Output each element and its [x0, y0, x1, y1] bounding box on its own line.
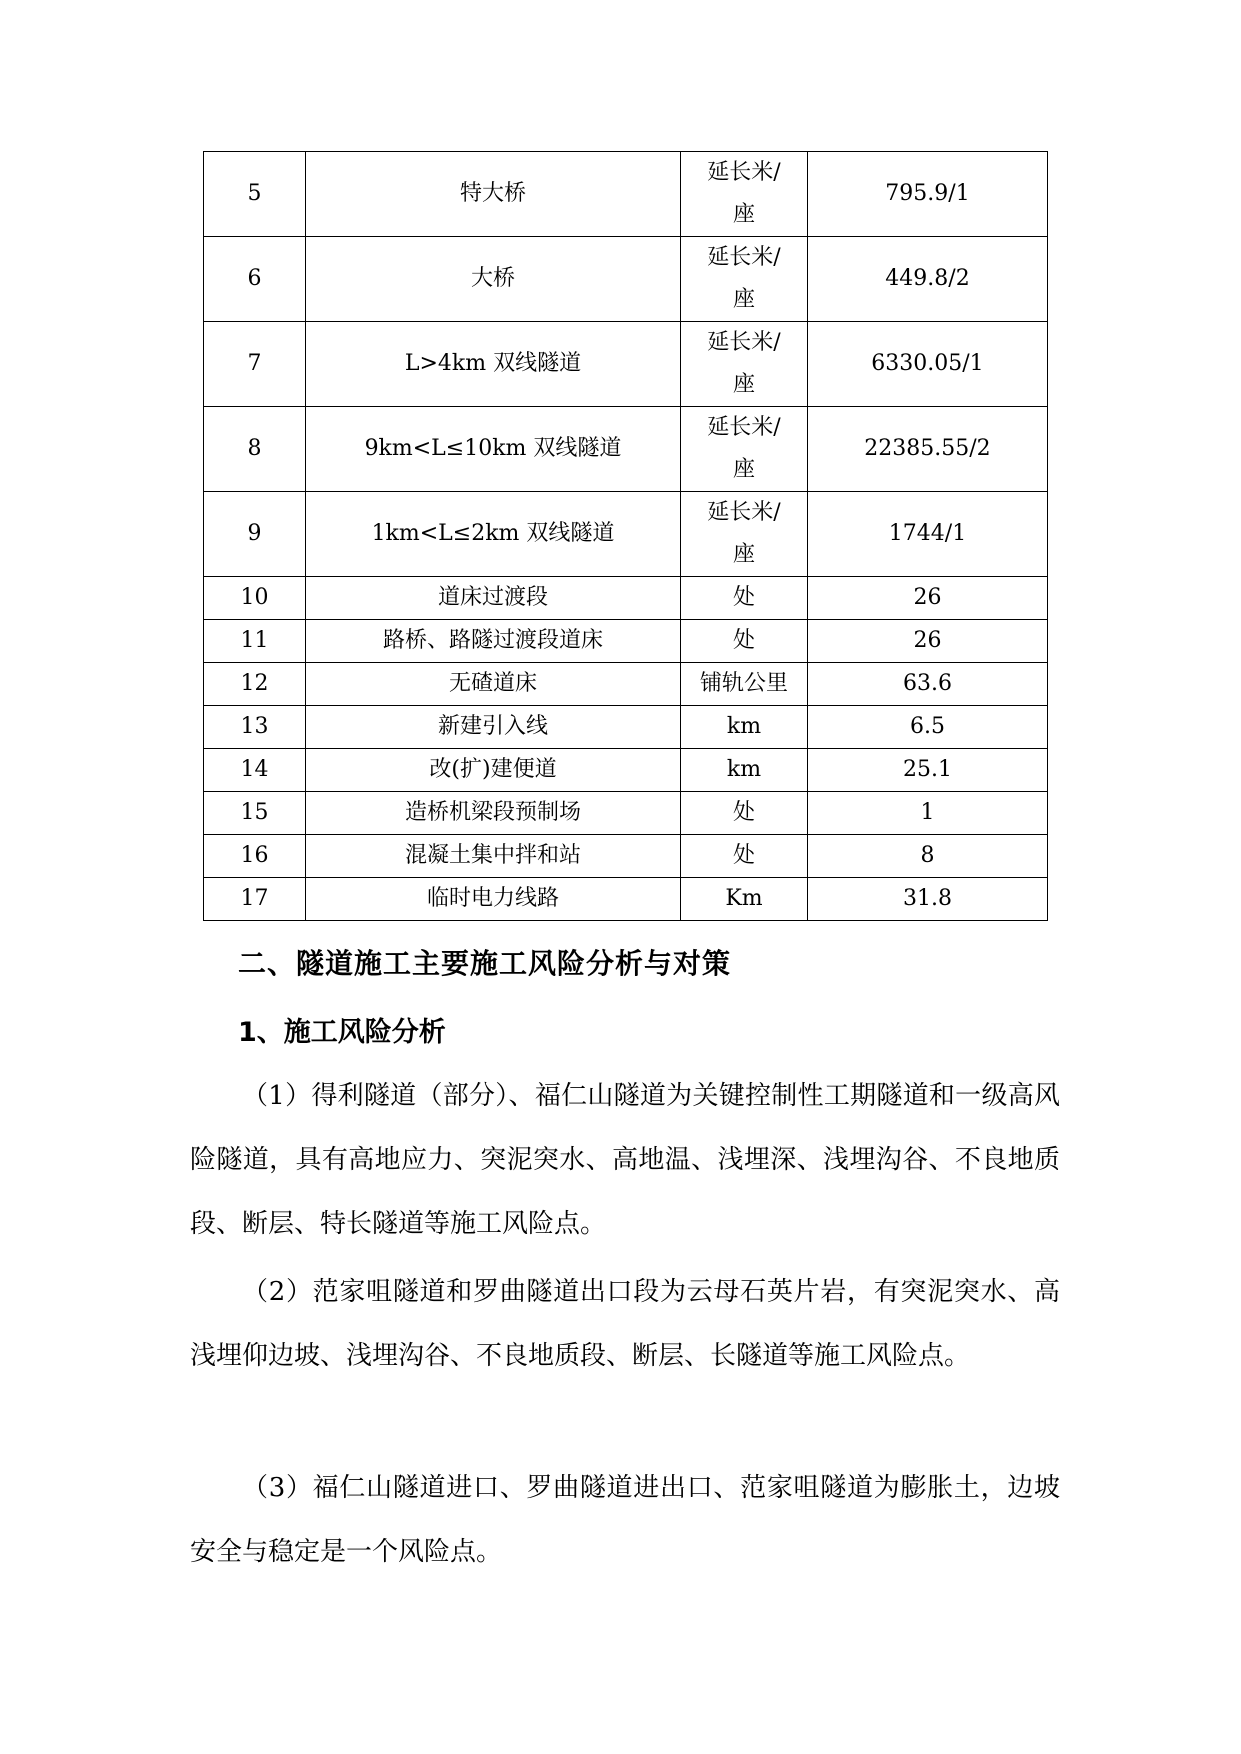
row-number: 6	[204, 237, 306, 322]
row-number: 15	[204, 792, 306, 835]
unit-line: 座	[732, 542, 755, 567]
row-number: 9	[204, 492, 306, 577]
row-unit	[681, 492, 808, 577]
table-row	[204, 792, 1048, 835]
unit-line: 座	[732, 202, 755, 227]
unit-line: 延长米/	[707, 330, 781, 355]
row-unit	[681, 152, 808, 237]
table-row	[204, 749, 1048, 792]
table-row	[204, 152, 1048, 237]
paragraph: （2）范家咀隧道和罗曲隧道出口段为云母石英片岩，有突泥突水、高浅埋仰边坡、浅埋沟谷、不良地质段、断层、长隧道等施工风险点。	[190, 1277, 1060, 1371]
row-number: 8	[204, 407, 306, 492]
row-number: 7	[204, 322, 306, 407]
table-row	[204, 492, 1048, 577]
table-row	[204, 577, 1048, 620]
row-quantity: 8	[808, 835, 1048, 878]
row-quantity: 63.6	[808, 663, 1048, 706]
table-row	[204, 237, 1048, 322]
table-row	[204, 835, 1048, 878]
row-unit: 处	[681, 577, 808, 620]
row-unit	[681, 322, 808, 407]
unit-line: 延长米/	[707, 160, 781, 185]
row-quantity: 449.8/2	[808, 237, 1048, 322]
unit-line: 延长米/	[707, 415, 781, 440]
row-item: 造桥机梁段预制场	[306, 792, 681, 835]
row-item: 大桥	[306, 237, 681, 322]
row-number: 16	[204, 835, 306, 878]
row-item: 9km<L≤10km 双线隧道	[306, 407, 681, 492]
row-quantity: 6.5	[808, 706, 1048, 749]
row-item: 道床过渡段	[306, 577, 681, 620]
row-quantity: 26	[808, 577, 1048, 620]
row-number: 11	[204, 620, 306, 663]
table-row	[204, 322, 1048, 407]
row-number: 12	[204, 663, 306, 706]
row-unit: 处	[681, 835, 808, 878]
row-quantity: 795.9/1	[808, 152, 1048, 237]
unit-line: 延长米/	[707, 245, 781, 270]
table-row	[204, 706, 1048, 749]
row-unit	[681, 237, 808, 322]
unit-line: 座	[732, 287, 755, 312]
table-row	[204, 878, 1048, 921]
row-quantity: 1	[808, 792, 1048, 835]
row-number: 5	[204, 152, 306, 237]
row-quantity: 22385.55/2	[808, 407, 1048, 492]
table-row	[204, 663, 1048, 706]
unit-line: 座	[732, 457, 755, 482]
paragraph: （3）福仁山隧道进口、罗曲隧道进出口、范家咀隧道为膨胀土，边坡安全与稳定是一个风险点。	[190, 1473, 1060, 1567]
paragraph: （1）得利隧道（部分）、福仁山隧道为关键控制性工期隧道和一级高风险隧道，具有高地应力、突泥突水、高地温、浅埋深、浅埋沟谷、不良地质段、断层、特长隧道等施工风险点。	[190, 1081, 1060, 1239]
row-quantity: 26	[808, 620, 1048, 663]
row-number: 17	[204, 878, 306, 921]
row-quantity: 31.8	[808, 878, 1048, 921]
unit-line: 座	[732, 372, 755, 397]
row-item: 临时电力线路	[306, 878, 681, 921]
row-unit: km	[681, 706, 808, 749]
row-item: 无碴道床	[306, 663, 681, 706]
row-item: L>4km 双线隧道	[306, 322, 681, 407]
row-number: 10	[204, 577, 306, 620]
table-row	[204, 620, 1048, 663]
row-unit: 铺轨公里	[681, 663, 808, 706]
row-item: 路桥、路隧过渡段道床	[306, 620, 681, 663]
row-unit: Km	[681, 878, 808, 921]
table-row	[204, 407, 1048, 492]
row-unit	[681, 407, 808, 492]
row-number: 14	[204, 749, 306, 792]
row-unit: 处	[681, 620, 808, 663]
row-item: 新建引入线	[306, 706, 681, 749]
row-item: 混凝土集中拌和站	[306, 835, 681, 878]
unit-line: 延长米/	[707, 500, 781, 525]
quantity-table	[203, 151, 1048, 921]
row-unit: 处	[681, 792, 808, 835]
section-heading: 二、隧道施工主要施工风险分析与对策	[238, 947, 732, 980]
row-item: 改(扩)建便道	[306, 749, 681, 792]
row-quantity: 1744/1	[808, 492, 1048, 577]
row-quantity: 6330.05/1	[808, 322, 1048, 407]
row-unit: km	[681, 749, 808, 792]
row-item: 1km<L≤2km 双线隧道	[306, 492, 681, 577]
subsection-heading: 1、施工风险分析	[238, 1017, 446, 1048]
row-number: 13	[204, 706, 306, 749]
row-item: 特大桥	[306, 152, 681, 237]
row-quantity: 25.1	[808, 749, 1048, 792]
